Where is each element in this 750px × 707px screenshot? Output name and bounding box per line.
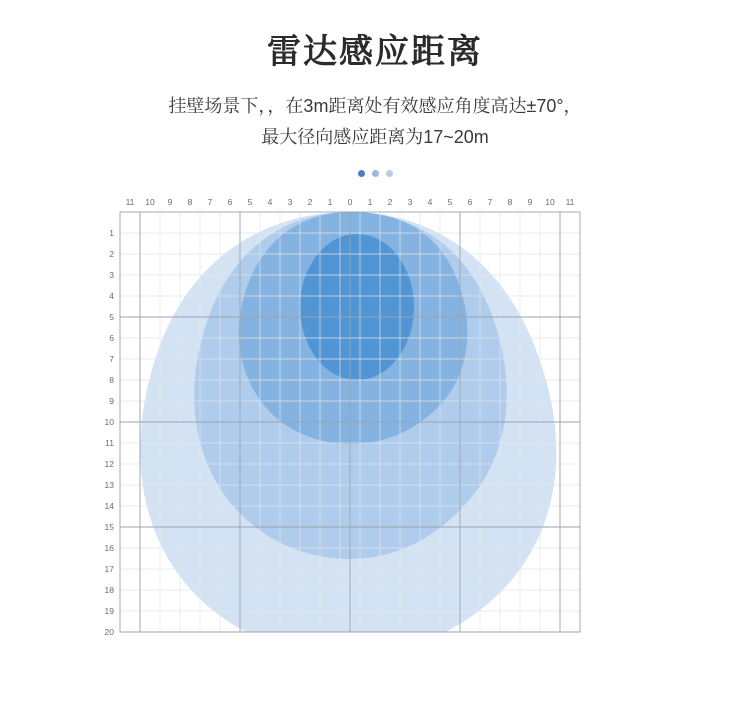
subtitle-line-2: 最大径向感应距离为17~20m xyxy=(261,127,489,148)
y-tick-3: 3 xyxy=(109,269,114,280)
coverage-diagram-svg xyxy=(0,187,750,647)
carousel-dot-3[interactable] xyxy=(386,170,393,177)
x-tick-11R: 11 xyxy=(565,196,575,207)
x-tick-1L: 1 xyxy=(327,196,333,207)
x-tick-2R: 2 xyxy=(387,196,393,207)
carousel-dot-2[interactable] xyxy=(372,170,379,177)
x-tick-9L: 9 xyxy=(167,196,173,207)
x-tick-1R: 1 xyxy=(367,196,373,207)
y-tick-9: 9 xyxy=(109,395,114,406)
x-tick-3R: 3 xyxy=(407,196,413,207)
carousel-dot-1[interactable] xyxy=(358,170,365,177)
y-tick-14: 14 xyxy=(104,500,114,511)
zone-core-coverage xyxy=(300,234,414,380)
x-tick-7R: 7 xyxy=(487,196,493,207)
x-tick-6L: 6 xyxy=(227,196,233,207)
x-tick-2L: 2 xyxy=(307,196,313,207)
x-tick-0: 0 xyxy=(347,196,353,207)
x-tick-8R: 8 xyxy=(507,196,513,207)
radar-coverage-chart xyxy=(0,187,750,647)
y-tick-8: 8 xyxy=(109,374,114,385)
y-tick-16: 16 xyxy=(104,542,114,553)
x-axis-labels xyxy=(126,197,575,207)
x-tick-11L: 11 xyxy=(125,196,135,207)
y-tick-18: 18 xyxy=(104,584,114,595)
y-tick-6: 6 xyxy=(109,332,114,343)
y-tick-5: 5 xyxy=(109,311,114,322)
x-tick-4R: 4 xyxy=(427,196,433,207)
x-tick-5L: 5 xyxy=(247,196,253,207)
subtitle-line-1: 挂壁场景下，，在3m距离处有效感应角度高达±70°， xyxy=(168,95,582,116)
x-tick-9R: 9 xyxy=(527,196,533,207)
y-tick-7: 7 xyxy=(109,353,114,364)
y-tick-1: 1 xyxy=(109,227,114,238)
y-tick-20: 20 xyxy=(104,626,114,637)
coverage-zones xyxy=(140,212,556,647)
x-tick-10L: 10 xyxy=(145,196,155,207)
x-tick-8L: 8 xyxy=(187,196,193,207)
x-tick-4L: 4 xyxy=(267,196,273,207)
carousel-dots[interactable] xyxy=(0,170,750,177)
y-tick-11: 11 xyxy=(105,437,114,448)
x-tick-10R: 10 xyxy=(545,196,555,207)
x-tick-5R: 5 xyxy=(447,196,453,207)
x-tick-6R: 6 xyxy=(467,196,473,207)
y-axis-labels xyxy=(105,228,115,637)
x-tick-7L: 7 xyxy=(207,196,213,207)
y-tick-12: 12 xyxy=(104,458,114,469)
y-tick-4: 4 xyxy=(109,290,114,301)
page-subtitle xyxy=(0,91,750,154)
y-tick-2: 2 xyxy=(109,248,114,259)
y-tick-15: 15 xyxy=(104,521,114,532)
y-tick-17: 17 xyxy=(104,563,114,574)
y-tick-10: 10 xyxy=(104,416,114,427)
y-tick-19: 19 xyxy=(104,605,114,616)
page-title: 雷达感应距离 xyxy=(267,33,483,71)
y-tick-13: 13 xyxy=(104,479,114,490)
x-tick-3L: 3 xyxy=(287,196,293,207)
